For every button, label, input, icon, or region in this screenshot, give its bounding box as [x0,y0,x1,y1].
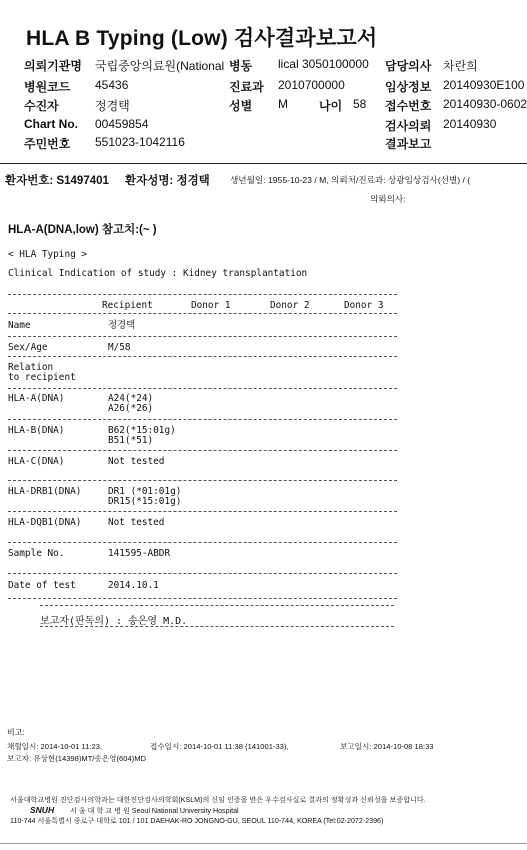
report-staff: 보고자: 유상현(14398)MT/송은영(604)MD [7,754,147,763]
table-rule [8,542,397,543]
header-mid-value: M [278,97,288,111]
collection-time: 채혈일시: 2014-10-01 11:23, [7,742,103,751]
header-right-label: 접수번호 [385,99,432,113]
reporter-bottom-rule [40,626,394,627]
patient-number: 환자번호: S1497401 [5,175,109,187]
header-mid-label: 진료과 [229,80,264,94]
age-value: 58 [353,97,367,111]
header-right-value: 차란희 [443,59,478,73]
header-mid-value: lical 3050100000 [278,57,369,71]
certification-text: 서울대학교병원 진단검사의학과는 대한진단검사의학회(KSLM)의 신임 인증을 받은 우수검사실로 결과의 정확성과 신뢰성을 보증합니다. [10,796,426,804]
header-left-value: 551023-1042116 [95,135,185,149]
header-right-value: 20140930 [443,117,497,131]
header-left-label: 수진자 [24,99,59,113]
bottom-rule [0,843,527,844]
table-rule [8,356,397,357]
header-right-value: 20140930-0602 [443,97,527,111]
hospital-name: 서 울 대 학 교 병 원 Seoul National University Hospital [70,807,239,815]
referring-doctor: 의뢰의사: [370,194,406,204]
row-label: Sex/Age [8,342,48,353]
table-rule [8,313,397,314]
row-value: 정경택 [108,320,136,331]
header-left-label: 병원코드 [24,80,71,94]
row-label: HLA-A(DNA) [8,393,65,404]
row-label: HLA-DRB1(DNA) [8,486,82,497]
column-header: Donor 2 [270,300,310,311]
header-left-label: 주민번호 [24,137,71,151]
row-label: Name [8,320,31,331]
reporter-top-rule [40,605,394,606]
row-value: A24(*24) A26(*26) [108,393,154,414]
header-right-label: 담당의사 [385,59,432,73]
row-label: Date of test [8,580,76,591]
header-left-value: 45436 [95,78,129,92]
header-mid-label: 병동 [229,59,253,73]
clinical-indication: Clinical Indication of study : Kidney transplantation [8,268,308,279]
table-rule [8,419,397,420]
header-left-value: 정경택 [95,99,130,113]
header-right-value: 20140930E100 [443,78,525,92]
table-rule [8,573,397,574]
age-label: 나이 [319,99,343,113]
column-header: Donor 1 [191,300,231,311]
table-rule [8,336,397,337]
header-mid-value: 2010700000 [278,78,345,92]
row-label: HLA-DQB1(DNA) [8,517,82,528]
header-mid-label: 성별 [229,99,253,113]
row-label: Sample No. [8,548,65,559]
row-label: Relation to recipient [8,362,76,383]
report-time: 보고일시: 2014-10-08 18:33 [340,742,434,751]
header-left-value: 00459854 [95,117,149,131]
header-right-label: 결과보고 [385,137,432,151]
header-left-label: 의뢰기관명 [24,59,82,73]
note-label: 비고: [7,728,25,737]
row-value: Not tested [108,517,165,528]
row-value: B62(*15:01g) B51(*51) [108,425,176,446]
hospital-logo: SNUH [30,805,55,815]
header-left-value: 국립중앙의료원(National [95,59,225,73]
column-header: Recipient [102,300,153,311]
table-rule [8,294,397,295]
table-rule [8,450,397,451]
row-value: 2014.10.1 [108,580,159,591]
row-value: M/58 [108,342,131,353]
patient-name: 환자성명: 정경택 [125,175,210,187]
header-right-label: 임상정보 [385,80,432,94]
section-title: HLA-A(DNA,low) 참고치:(~ ) [8,224,157,236]
header-right-label: 검사의뢰 [385,119,432,133]
patient-info: 생년월일: 1955-10-23 / M, 의뢰처/진료과: 상광임상검사(선별) / ( [230,175,471,185]
receipt-time: 접수일시: 2014-10-01 11:38 (141001-33), [150,742,289,751]
row-label: HLA-B(DNA) [8,425,65,436]
row-value: DR1 (*01:01g) DR15(*15:01g) [108,486,182,507]
row-value: Not tested [108,456,165,467]
table-rule [8,480,397,481]
row-label: HLA-C(DNA) [8,456,65,467]
hla-typing-heading: < HLA Typing > [8,249,88,260]
row-value: 141595-ABDR [108,548,171,559]
header-divider [0,163,527,164]
table-rule [8,511,397,512]
column-header: Donor 3 [344,300,384,311]
reporter-signature: 보고자(판독의) : 송은영 M.D. [40,616,188,627]
table-rule [8,388,397,389]
table-rule [8,598,397,599]
hospital-address: 110-744 서울특별시 종로구 대학로 101 / 101 DAEHAK-RO JONGNO-GU, SEOUL 110-744, KOREA (Tel:02-2072-2396) [10,817,384,825]
page-title: HLA B Typing (Low) 검사결과보고서 [26,27,378,50]
header-left-label: Chart No. [24,117,78,131]
